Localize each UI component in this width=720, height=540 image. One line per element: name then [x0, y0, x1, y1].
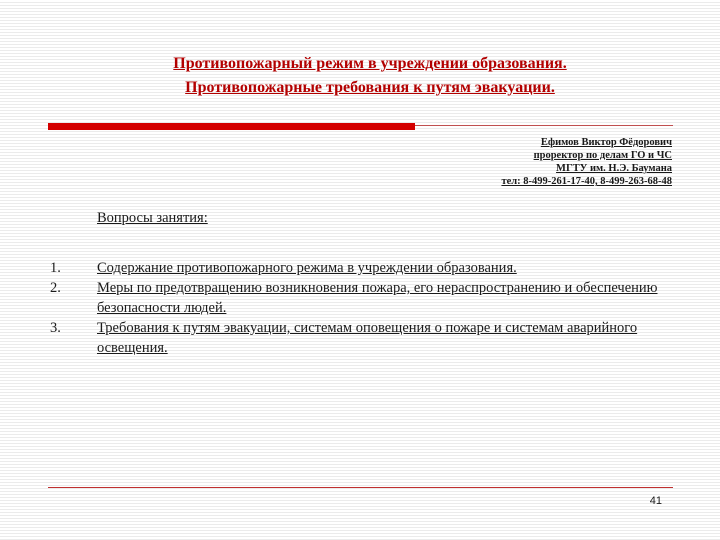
list-item-text: Требования к путям эвакуации, системам оповещения о пожаре и системам аварийного освещения. [97, 320, 638, 356]
bottom-divider-line [48, 487, 673, 488]
questions-list [50, 258, 670, 358]
slide-title [60, 52, 680, 100]
author-name: Ефимов Виктор Фёдорович [540, 137, 672, 148]
list-item-text: Содержание противопожарного режима в учреждении образования. [97, 260, 517, 276]
list-item-number: 3. [50, 320, 61, 336]
author-block [412, 136, 672, 188]
author-position: проректор по делам ГО и ЧС [533, 150, 672, 161]
list-item [50, 318, 670, 358]
page-number: 41 [649, 495, 662, 507]
list-item [50, 278, 670, 318]
slide-title-line-1: Противопожарный режим в учреждении образования. [173, 55, 567, 72]
author-phone: тел: 8-499-261-17-40, 8-499-263-68-48 [501, 176, 672, 187]
slide-title-line-2: Противопожарные требования к путям эвакуации. [185, 79, 555, 96]
author-institution: МГТУ им. Н.Э. Баумана [556, 163, 672, 174]
list-item-number: 2. [50, 280, 61, 296]
list-item-number: 1. [50, 260, 61, 276]
accent-red-bar [48, 123, 415, 130]
list-item [50, 258, 670, 278]
list-item-text: Меры по предотвращению возникновения пожара, его нераспространению и обеспечению безопасности людей. [97, 280, 658, 316]
questions-heading: Вопросы занятия: [97, 210, 208, 226]
